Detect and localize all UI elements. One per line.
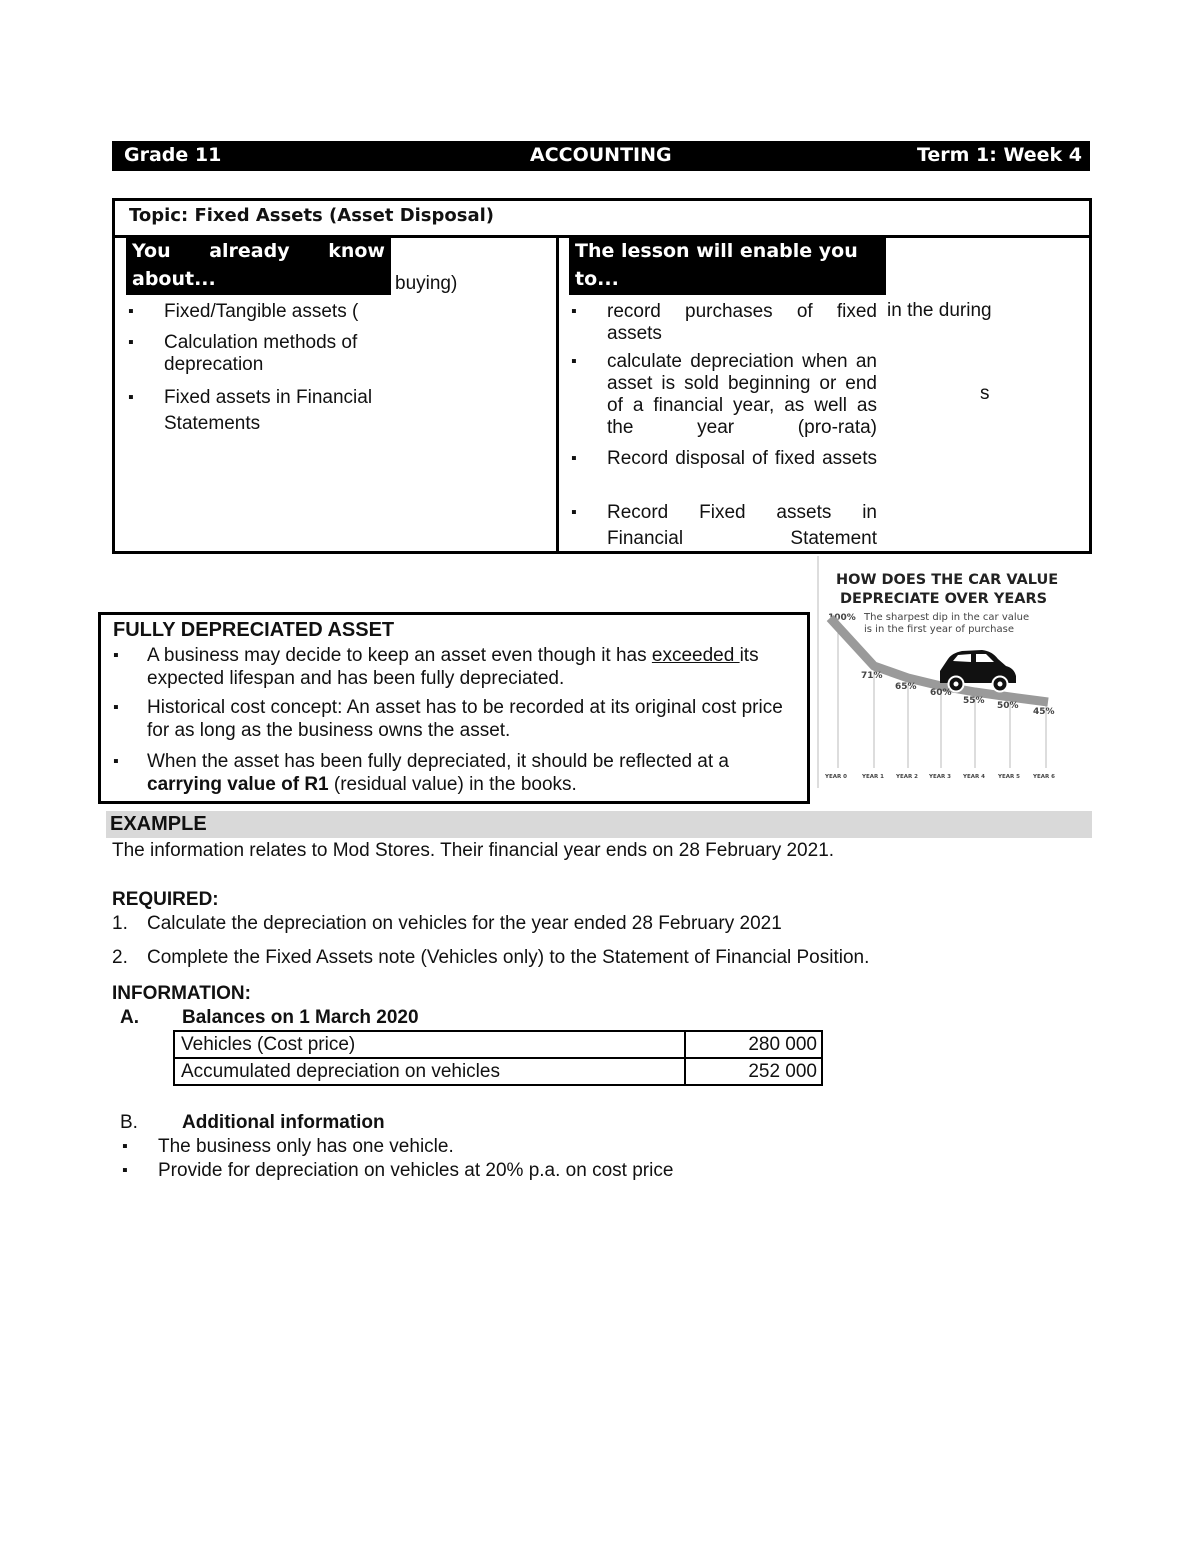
section-b-label: B. bbox=[120, 1112, 138, 1133]
fully-bullet: ▪ Historical cost concept: An asset has to be recorded at its original cost price for as long as the business owns the asset. bbox=[113, 697, 783, 741]
topic-title: Topic: Fixed Assets (Asset Disposal) bbox=[129, 205, 495, 226]
car-icon bbox=[940, 650, 1016, 692]
section-a-title: Balances on 1 March 2020 bbox=[182, 1007, 419, 1028]
bullet-icon: ▪ bbox=[571, 450, 577, 467]
lesson-stray-text: in the during bbox=[887, 300, 992, 321]
section-b-title: Additional information bbox=[182, 1112, 385, 1133]
year-label: YEAR 2 bbox=[896, 774, 918, 780]
bullet-icon: ▪ bbox=[128, 303, 134, 320]
bullet-icon: ▪ bbox=[571, 353, 577, 370]
header-bar bbox=[112, 141, 1090, 171]
term-label: Term 1: Week 4 bbox=[916, 144, 1082, 166]
section-a-label: A. bbox=[120, 1007, 139, 1028]
lesson-item: ▪ Record disposal of fixed assets bbox=[571, 448, 877, 469]
graphic-note-1: The sharpest dip in the car value bbox=[864, 612, 1030, 623]
value-label: 55% bbox=[963, 696, 985, 706]
table-row bbox=[174, 1031, 822, 1058]
bullet-icon: ▪ bbox=[113, 753, 119, 770]
graphic-title-2: DEPRECIATE OVER YEARS bbox=[840, 591, 1048, 607]
bullet-icon: ▪ bbox=[113, 647, 119, 664]
example-heading: EXAMPLE bbox=[106, 811, 1092, 838]
value-label: 71% bbox=[861, 671, 883, 681]
know-item: ▪ Fixed assets in Financial Statements bbox=[128, 387, 373, 434]
lesson-item: ▪ calculate depreciation when an asset is sold beginning or end of a financial year, as well as the year (pro-rata) bbox=[571, 351, 877, 438]
bullet-icon: ▪ bbox=[571, 504, 577, 521]
year-label: YEAR 5 bbox=[998, 774, 1020, 780]
year-label: YEAR 4 bbox=[963, 774, 985, 780]
year-label: YEAR 0 bbox=[825, 774, 847, 780]
topic-box bbox=[112, 198, 1092, 554]
graphic-title-1: HOW DOES THE CAR VALUE bbox=[836, 572, 1059, 588]
value-label: 60% bbox=[930, 688, 952, 698]
graphic-note-2: is in the first year of purchase bbox=[864, 624, 1014, 635]
car-depreciation-svg bbox=[816, 556, 1062, 788]
subject-label: ACCOUNTING bbox=[530, 144, 672, 166]
additional-info-item: ▪ Provide for depreciation on vehicles at 20% p.a. on cost price bbox=[122, 1160, 674, 1181]
required-item: 1. Calculate the depreciation on vehicles for the year ended 28 February 2021 bbox=[112, 913, 782, 934]
bullet-icon: ▪ bbox=[113, 699, 119, 716]
car-depreciation-graphic bbox=[816, 556, 1062, 788]
required-item: 2. Complete the Fixed Assets note (Vehicles only) to the Statement of Financial Position. bbox=[112, 947, 870, 968]
bullet-icon: ▪ bbox=[571, 303, 577, 320]
know-heading: You already know about... bbox=[126, 237, 391, 295]
additional-info-item: ▪ The business only has one vehicle. bbox=[122, 1136, 454, 1157]
year-label: YEAR 1 bbox=[862, 774, 884, 780]
know-item: ▪ Calculation methods of deprecation bbox=[128, 332, 358, 375]
fully-depreciated-box bbox=[98, 612, 810, 804]
year-label: YEAR 6 bbox=[1033, 774, 1055, 780]
information-label: INFORMATION: bbox=[112, 983, 251, 1004]
fully-bullet: ▪ When the asset has been fully depreciated, it should be reflected at a carrying value of R1 (residual value) in the books. bbox=[113, 751, 729, 795]
fully-bullet: ▪ A business may decide to keep an asset even though it has exceeded its expected lifespan and has been fully depreciated. bbox=[113, 645, 759, 689]
year-label: YEAR 3 bbox=[929, 774, 951, 780]
grade-label: Grade 11 bbox=[124, 144, 222, 166]
balance-amount: 252 000 bbox=[685, 1058, 822, 1085]
know-stray-text: buying) bbox=[395, 273, 458, 294]
value-label: 45% bbox=[1033, 707, 1055, 717]
bullet-icon: ▪ bbox=[128, 334, 134, 351]
column-divider bbox=[556, 235, 559, 551]
table-row bbox=[174, 1058, 822, 1085]
lesson-stray-text: s bbox=[980, 383, 990, 404]
bullet-icon: ▪ bbox=[122, 1138, 128, 1155]
lesson-item: ▪ record purchases of fixed assets bbox=[571, 301, 877, 344]
bullet-icon: ▪ bbox=[128, 389, 134, 406]
bullet-icon: ▪ bbox=[122, 1162, 128, 1179]
required-label: REQUIRED: bbox=[112, 889, 219, 910]
balance-item: Accumulated depreciation on vehicles bbox=[174, 1058, 685, 1085]
value-label: 65% bbox=[895, 682, 917, 692]
balance-item: Vehicles (Cost price) bbox=[174, 1031, 685, 1058]
lesson-item: ▪ Record Fixed assets in Financial Statement bbox=[571, 502, 877, 549]
example-intro: The information relates to Mod Stores. Their financial year ends on 28 February 2021. bbox=[112, 840, 835, 861]
know-item: ▪ Fixed/Tangible assets ( bbox=[128, 301, 359, 322]
value-label: 50% bbox=[997, 701, 1019, 711]
balances-table bbox=[173, 1030, 823, 1086]
lesson-heading: The lesson will enable you to... bbox=[569, 237, 886, 295]
value-label: 100% bbox=[828, 613, 856, 623]
balance-amount: 280 000 bbox=[685, 1031, 822, 1058]
fully-depreciated-title: FULLY DEPRECIATED ASSET bbox=[113, 619, 395, 641]
